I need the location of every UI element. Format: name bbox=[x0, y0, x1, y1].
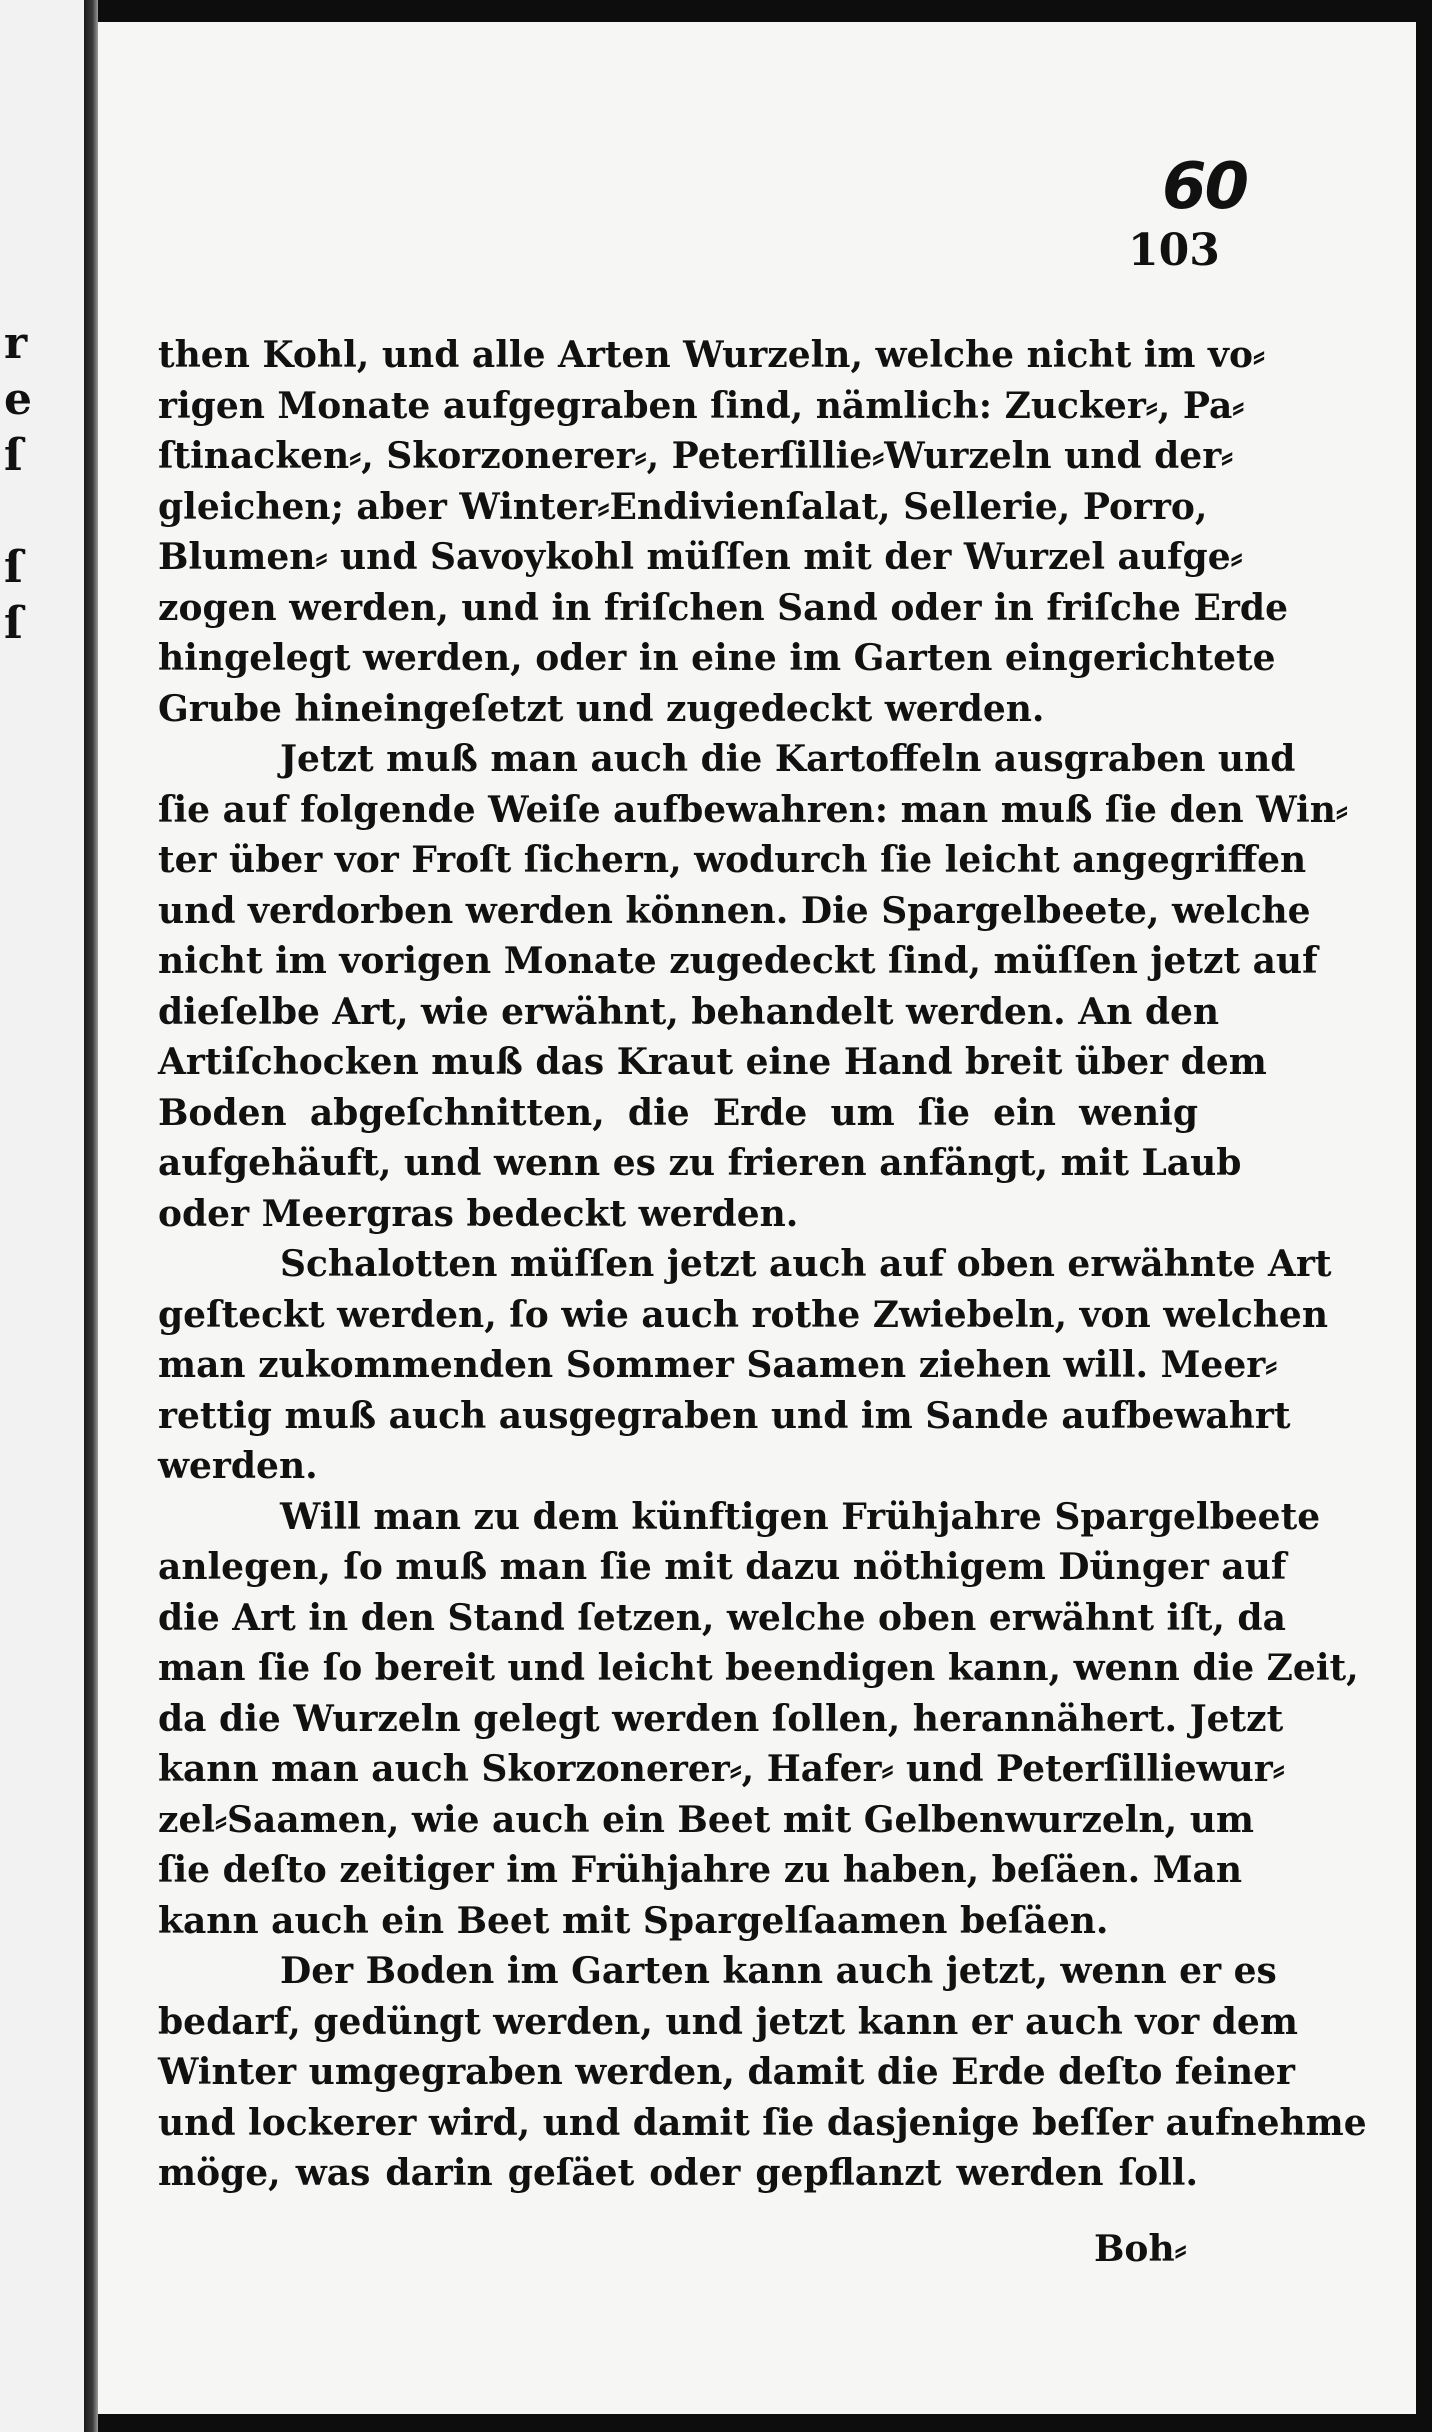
text-line: möge, was darin geſäet oder gepflanzt werden ſoll. bbox=[158, 2152, 1198, 2194]
text-line: kann man auch Skorzonerer⸗, Hafer⸗ und Peterſilliewur⸗ bbox=[158, 1748, 1285, 1790]
text-line: nicht im vorigen Monate zugedeckt ſind, müſſen jetzt auf bbox=[158, 940, 1318, 982]
text-line: die Art in den Stand ſetzen, welche oben erwähnt iſt, da bbox=[158, 1596, 1286, 1639]
text-line: hingelegt werden, oder in eine im Garten eingerichtete bbox=[158, 637, 1276, 679]
text-line: Winter umgegraben werden, damit die Erde deſto feiner bbox=[158, 2051, 1296, 2093]
text-line: Boden abgeſchnitten, die Erde um ſie ein wenig bbox=[158, 1091, 1198, 1134]
edge-letter: ſ bbox=[4, 542, 23, 593]
left-page-edge bbox=[0, 0, 84, 2432]
text-line: anlegen, ſo muß man ſie mit dazu nöthigem Dünger auf bbox=[158, 1546, 1287, 1588]
text-line: Will man zu dem künftigen Frühjahre Spargelbeete bbox=[280, 1495, 1321, 1538]
text-line: man ſie ſo bereit und leicht beendigen kann, wenn die Zeit, bbox=[158, 1647, 1359, 1689]
text-line: zogen werden, und in friſchen Sand oder in friſche Erde bbox=[158, 586, 1288, 629]
text-line: Blumen⸗ und Savoykohl müſſen mit der Wurzel aufge⸗ bbox=[158, 536, 1243, 578]
text-line: aufgehäuft, und wenn es zu frieren anfängt, mit Laub bbox=[158, 1142, 1242, 1184]
text-line: oder Meergras bedeckt werden. bbox=[158, 1192, 799, 1235]
text-line: rigen Monate aufgegraben ſind, nämlich: Zucker⸗, Pa⸗ bbox=[158, 384, 1245, 427]
text-line: zel⸗Saamen, wie auch ein Beet mit Gelbenwurzeln, um bbox=[158, 1798, 1254, 1841]
book-gutter bbox=[84, 0, 98, 2432]
edge-letter: e bbox=[4, 374, 32, 425]
text-line: kann auch ein Beet mit Spargelſaamen beſäen. bbox=[158, 1899, 1109, 1942]
text-line: ter über vor Froſt ſichern, wodurch ſie leicht angegriffen bbox=[158, 839, 1307, 881]
text-line: rettig muß auch ausgegraben und im Sande aufbewahrt bbox=[158, 1394, 1291, 1437]
handwritten-page-number: 60 bbox=[1162, 150, 1248, 224]
page-number: 103 bbox=[1128, 225, 1220, 276]
text-line: Der Boden im Garten kann auch jetzt, wenn er es bbox=[280, 1950, 1277, 1992]
text-line: ſie deſto zeitiger im Frühjahre zu haben, beſäen. Man bbox=[158, 1849, 1243, 1891]
text-line: Artiſchocken muß das Kraut eine Hand breit über dem bbox=[158, 1041, 1267, 1083]
left-page-letters bbox=[4, 316, 44, 652]
text-line: bedarf, gedüngt werden, und jetzt kann er auch vor dem bbox=[158, 2000, 1298, 2043]
text-line: Jetzt muß man auch die Kartoffeln ausgraben und bbox=[280, 738, 1296, 780]
text-line: ſie auf folgende Weiſe aufbewahren: man muß ſie den Win⸗ bbox=[158, 788, 1348, 831]
text-line: Grube hineingeſetzt und zugedeckt werden. bbox=[158, 687, 1045, 730]
body-text bbox=[158, 330, 1367, 2199]
edge-letter: ſ bbox=[4, 598, 23, 649]
text-line: werden. bbox=[158, 1445, 318, 1487]
text-line: gleichen; aber Winter⸗Endivienſalat, Sellerie, Porro, bbox=[158, 485, 1208, 528]
edge-letter: r bbox=[4, 318, 28, 369]
catchword: Boh⸗ bbox=[1094, 2228, 1187, 2270]
text-line: then Kohl, und alle Arten Wurzeln, welche nicht im vo⸗ bbox=[158, 334, 1265, 376]
text-line: Schalotten müſſen jetzt auch auf oben erwähnte Art bbox=[280, 1243, 1332, 1285]
text-line: ſtinacken⸗, Skorzonerer⸗, Peterſillie⸗Wurzeln und der⸗ bbox=[158, 435, 1234, 477]
text-line: und lockerer wird, und damit ſie dasjenige beſſer aufnehme bbox=[158, 2101, 1367, 2144]
text-line: man zukommenden Sommer Saamen ziehen will. Meer⸗ bbox=[158, 1344, 1278, 1386]
text-line: dieſelbe Art, wie erwähnt, behandelt werden. An den bbox=[158, 990, 1220, 1033]
edge-letter: ſ bbox=[4, 430, 23, 481]
text-line: da die Wurzeln gelegt werden ſollen, herannähert. Jetzt bbox=[158, 1697, 1284, 1740]
text-line: und verdorben werden können. Die Spargelbeete, welche bbox=[158, 889, 1311, 932]
text-line: geſteckt werden, ſo wie auch rothe Zwiebeln, von welchen bbox=[158, 1293, 1328, 1336]
